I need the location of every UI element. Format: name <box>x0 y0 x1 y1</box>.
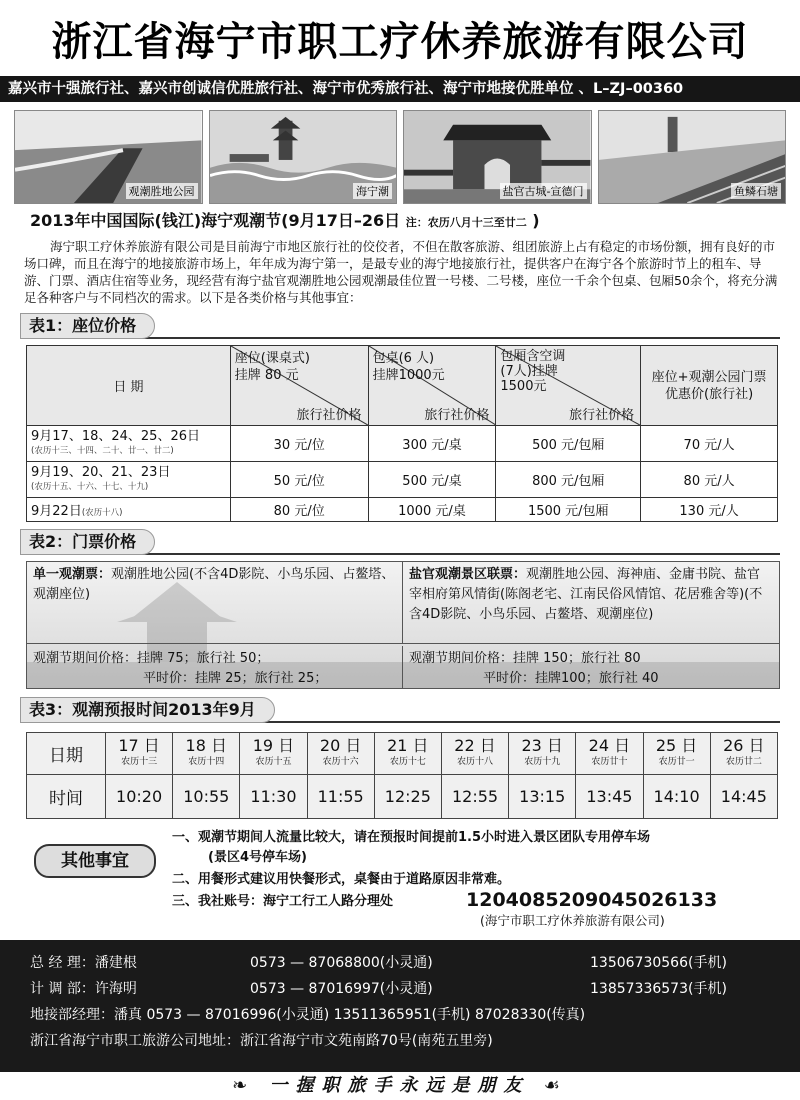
photo-caption: 鱼鳞石塘 <box>731 183 781 199</box>
planning-phone: 0573 — 87016997(小灵通) <box>250 981 433 997</box>
table3-label: 表3：观潮预报时间2013年9月 <box>20 697 275 723</box>
box-header-top: 包厢含空调 (7人)挂牌 1500元 <box>500 349 566 394</box>
table-header-top: 包桌(6 人) 挂牌1000元 <box>372 351 445 383</box>
bank-account-name: (海宁市职工疗休养旅游有限公司) <box>480 913 665 928</box>
seat-header-top: 座位(课桌式) 挂牌 80 元 <box>234 351 310 383</box>
tide-lunar: 农历廿一 <box>658 756 695 767</box>
row-seat: 80 元/位 <box>230 498 368 522</box>
park-photo <box>14 110 203 204</box>
seat-header-cell <box>230 346 368 426</box>
table-row <box>27 426 778 462</box>
other-item-1b: (景区4号停车场) <box>208 850 307 865</box>
seat-header-bottom: 旅行社价格 <box>296 408 362 423</box>
single-festival-price: 观潮节期间价格：挂牌 75；旅行社 50； <box>33 651 270 666</box>
table-header-cell <box>368 346 496 426</box>
tide-date-cell <box>643 733 710 775</box>
seat-price-table <box>26 345 778 522</box>
combo-header: 座位+观潮公园门票优惠价(旅行社) <box>651 369 767 402</box>
combo-ticket-cell <box>403 562 779 644</box>
tide-time: 12:55 <box>441 775 508 819</box>
table1-section-head <box>20 313 780 339</box>
gm-label: 总 经 理：潘建根 <box>30 955 137 971</box>
other-badge: 其他事宜 <box>34 844 156 878</box>
tide-date-cell <box>374 733 441 775</box>
festival-heading <box>30 208 790 234</box>
tide-time: 13:45 <box>576 775 643 819</box>
tide-forecast-table <box>26 732 778 819</box>
row-lunar: (农历十三、十四、二十、廿一、廿二) <box>31 445 174 456</box>
combo-ticket-label: 盐官观潮景区联票： <box>409 567 527 582</box>
table1-label: 表1：座位价格 <box>20 313 155 339</box>
address-row: 浙江省海宁市职工旅游公司地址：浙江省海宁市文苑南路70号(南苑五里旁) <box>30 1033 493 1049</box>
tide-lunar: 农历十九 <box>524 756 561 767</box>
combo-header-cell <box>641 346 778 426</box>
single-ticket-label: 单一观潮票： <box>33 567 112 582</box>
tide-date-cell <box>173 733 240 775</box>
photo-caption: 观潮胜地公园 <box>126 183 198 199</box>
gm-mobile: 13506730566(手机) <box>590 955 727 971</box>
row-combo: 130 元/人 <box>641 498 778 522</box>
row-seat: 50 元/位 <box>230 462 368 498</box>
tide-date-cell <box>240 733 307 775</box>
tide-day: 23 日 <box>521 735 563 755</box>
row-table: 300 元/桌 <box>368 426 496 462</box>
honors-bar: 嘉兴市十强旅行社、嘉兴市创诚信优胜旅行社、海宁市优秀旅行社、海宁市地接优胜单位 、L–ZJ–00360 <box>0 76 800 102</box>
tide-lunar: 农历廿十 <box>591 756 628 767</box>
tide-lunar: 农历十八 <box>457 756 494 767</box>
row-box: 1500 元/包厢 <box>496 498 641 522</box>
festival-title: 2013年中国国际(钱江)海宁观潮节(9月17日–26日 <box>30 211 401 230</box>
tide-time: 11:55 <box>307 775 374 819</box>
tide-day: 25 日 <box>655 735 698 755</box>
company-title: 浙江省海宁市职工疗休养旅游有限公司 <box>51 18 749 65</box>
row-table: 500 元/桌 <box>368 462 496 498</box>
tide-day: 20 日 <box>319 735 362 755</box>
tide-lunar: 农历十五 <box>255 756 292 767</box>
tide-time: 10:55 <box>173 775 240 819</box>
contact-footer <box>0 940 800 1082</box>
table-row <box>27 462 778 498</box>
ornament-right-icon: ☙ <box>543 1075 568 1096</box>
tide-lunar: 农历十七 <box>389 756 426 767</box>
row-combo: 80 元/人 <box>641 462 778 498</box>
planning-label: 计 调 部：许海明 <box>30 981 137 997</box>
tide-photo <box>209 110 398 204</box>
seawall-photo <box>598 110 787 204</box>
other-matters <box>30 828 776 932</box>
tide-day: 26 日 <box>723 735 765 755</box>
tide-date-cell <box>441 733 508 775</box>
tide-date-cell <box>106 733 173 775</box>
tide-day: 22 日 <box>454 735 496 755</box>
tide-time: 14:45 <box>710 775 777 819</box>
reception-row: 地接部经理：潘真 0573 — 87016996(小灵通) 13511365951(手机) 87028330(传真) <box>30 1007 586 1023</box>
gm-row <box>30 952 137 974</box>
table-row <box>27 498 778 522</box>
tide-day: 19 日 <box>252 735 295 755</box>
combo-ticket-text: 观潮胜地公园、海神庙、金庸书院、盐官宰相府第风情街(陈阁老宅、江南民俗风情馆、花居雅舍等)(不含4D影院、小鸟乐园、占鳌塔、观潮座位) <box>409 567 763 622</box>
row-date: 9月19、20、21、23日 <box>31 464 171 480</box>
combo-ticket-price-cell <box>403 646 779 688</box>
row-combo: 70 元/人 <box>641 426 778 462</box>
planning-mobile: 13857336573(手机) <box>590 981 727 997</box>
table-header-bottom: 旅行社价格 <box>424 408 490 423</box>
slogan-text: 一握职旅手永远是朋友 <box>269 1075 530 1096</box>
slogan <box>0 1072 800 1100</box>
tide-lunar: 农历十三 <box>121 756 158 767</box>
combo-normal-price: 平时价：挂牌100；旅行社 40 <box>483 671 659 686</box>
row-lunar: (农历十八) <box>81 508 123 518</box>
tide-time: 13:15 <box>509 775 576 819</box>
row-seat: 30 元/位 <box>230 426 368 462</box>
festival-close: ) <box>532 211 540 230</box>
ticket-price-box <box>26 561 780 689</box>
tide-time: 10:20 <box>106 775 173 819</box>
row-lunar: (农历十五、十六、十七、十九) <box>31 481 149 492</box>
photo-strip <box>14 110 786 204</box>
table3-section-head <box>20 697 780 723</box>
tide-lunar: 农历廿二 <box>725 756 762 767</box>
row-table: 1000 元/桌 <box>368 498 496 522</box>
date-header-cell <box>27 346 231 426</box>
date-header: 日 期 <box>113 380 144 395</box>
tide-lunar: 农历十四 <box>188 756 225 767</box>
box-header-cell <box>496 346 641 426</box>
tide-date-cell <box>509 733 576 775</box>
box-header-bottom: 旅行社价格 <box>569 408 635 423</box>
tide-day: 17 日 <box>118 735 160 755</box>
tide-day: 21 日 <box>387 735 429 755</box>
other-item-3: 三、我社账号：海宁工行工人路分理处 <box>172 894 394 909</box>
tide-date-cell <box>307 733 374 775</box>
tide-date-cell <box>576 733 643 775</box>
tide-lunar: 农历十六 <box>322 756 359 767</box>
gm-phone: 0573 — 87068800(小灵通) <box>250 955 433 971</box>
photo-caption: 海宁潮 <box>353 183 392 199</box>
tide-date-cell <box>710 733 777 775</box>
time-row-label: 时间 <box>27 775 106 819</box>
table2-label: 表2：门票价格 <box>20 529 155 555</box>
single-normal-price: 平时价：挂牌 25；旅行社 25； <box>143 671 328 686</box>
photo-caption: 盐官古城-宣德门 <box>500 183 587 199</box>
table2-section-head <box>20 529 780 555</box>
festival-note: 注：农历八月十三至廿二 <box>405 216 527 229</box>
row-date: 9月17、18、24、25、26日 <box>31 428 200 444</box>
other-item-1: 一、观潮节期间人流量比较大，请在预报时间提前1.5小时进入景区团队专用停车场 <box>172 830 651 845</box>
row-box: 800 元/包厢 <box>496 462 641 498</box>
tide-time: 12:25 <box>374 775 441 819</box>
tide-day: 18 日 <box>185 735 227 755</box>
single-ticket-text: 观潮胜地公园(不含4D影院、小鸟乐园、占鳌塔、观潮座位) <box>33 567 395 602</box>
date-row-label: 日期 <box>27 733 106 775</box>
tide-time: 14:10 <box>643 775 710 819</box>
other-item-2: 二、用餐形式建议用快餐形式，桌餐由于道路原因非常难。 <box>172 872 511 887</box>
single-ticket-cell <box>27 562 403 644</box>
gate-photo <box>403 110 592 204</box>
bank-account: 1204085209045026133 <box>466 889 718 911</box>
tide-day: 24 日 <box>588 735 631 755</box>
combo-festival-price: 观潮节期间价格：挂牌 150；旅行社 80 <box>409 651 641 666</box>
row-box: 500 元/包厢 <box>496 426 641 462</box>
row-date: 9月22日 <box>31 504 82 519</box>
ornament-left-icon: ❧ <box>232 1075 256 1096</box>
tide-time: 11:30 <box>240 775 307 819</box>
intro-paragraph: 海宁职工疗休养旅游有限公司是目前海宁市地区旅行社的佼佼者，不但在散客旅游、组团旅游上占有稳定的市场份额，拥有良好的市场口碑，而且在海宁的地接旅游市场上，年年成为海宁第一，是最专业的海宁地接旅行社，提供客户在海宁各个旅游时节上的租车、导游、门票、酒店住宿等业务，现经营有海宁盐官观潮胜地公园观潮最佳位置一号楼、二号楼，座位一千余个包桌、包厢50余个，将充分满足各种客户与不同档次的需求。以下是各类价格与其他事宜： <box>24 239 778 305</box>
single-ticket-price-cell <box>27 646 403 688</box>
